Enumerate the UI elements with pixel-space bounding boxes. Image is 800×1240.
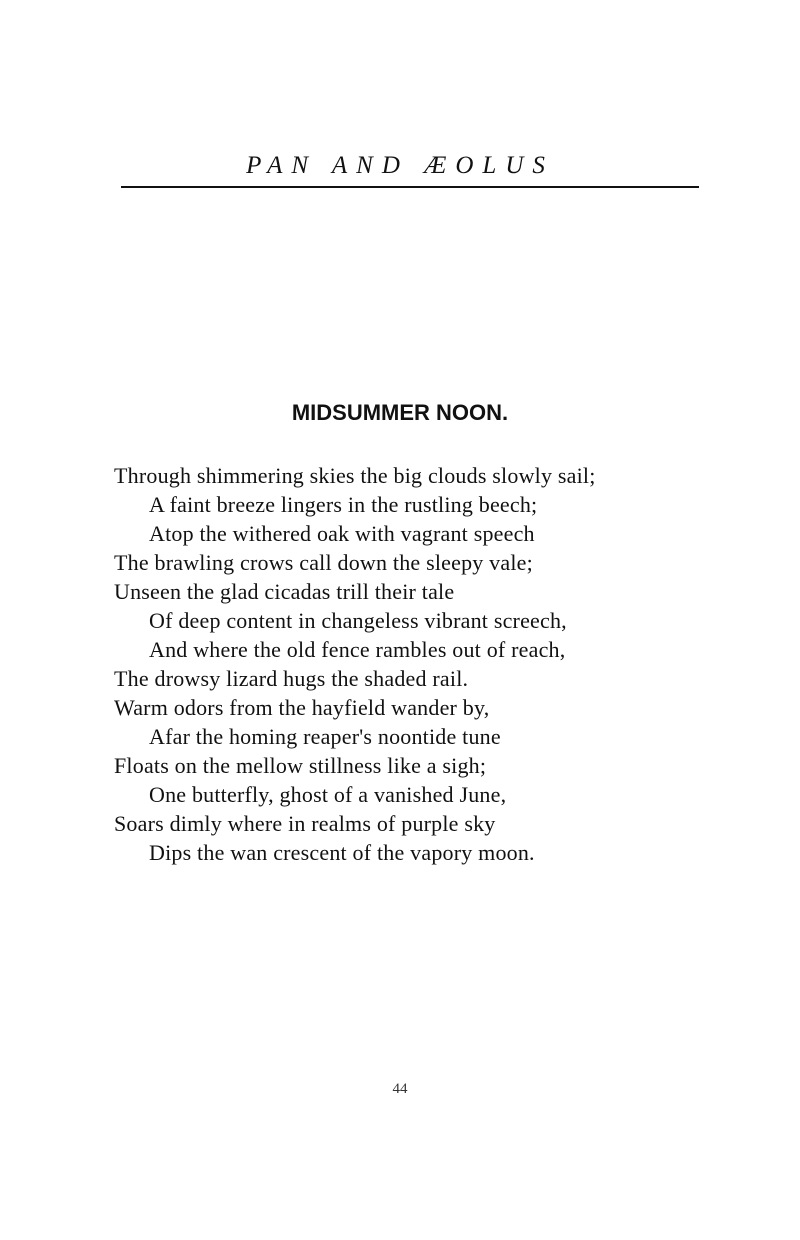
poem-line: Atop the withered oak with vagrant speech [149, 521, 535, 546]
header-rule [121, 186, 699, 188]
poem-line: Dips the wan crescent of the vapory moon. [149, 840, 535, 865]
poem-line: The brawling crows call down the sleepy vale; [114, 550, 533, 575]
poem-line: A faint breeze lingers in the rustling beech; [149, 492, 538, 517]
poem-line: Soars dimly where in realms of purple sky [114, 811, 496, 836]
running-header: PAN AND ÆOLUS [246, 152, 554, 179]
poem-line: One butterfly, ghost of a vanished June, [149, 782, 507, 807]
poem-line: And where the old fence rambles out of reach, [149, 637, 566, 662]
poem-line: Afar the homing reaper's noontide tune [149, 724, 501, 749]
poem-line: The drowsy lizard hugs the shaded rail. [114, 666, 469, 691]
poem-line: Unseen the glad cicadas trill their tale [114, 579, 455, 604]
poem-line: Floats on the mellow stillness like a sigh; [114, 753, 487, 778]
poem-line: Through shimmering skies the big clouds slowly sail; [114, 463, 596, 488]
poem-line: Of deep content in changeless vibrant screech, [149, 608, 567, 633]
poem-title: MIDSUMMER NOON. [291, 400, 509, 425]
poem-line: Warm odors from the hayfield wander by, [114, 695, 490, 720]
page-number: 44 [392, 1081, 408, 1097]
poem-body [114, 461, 774, 867]
